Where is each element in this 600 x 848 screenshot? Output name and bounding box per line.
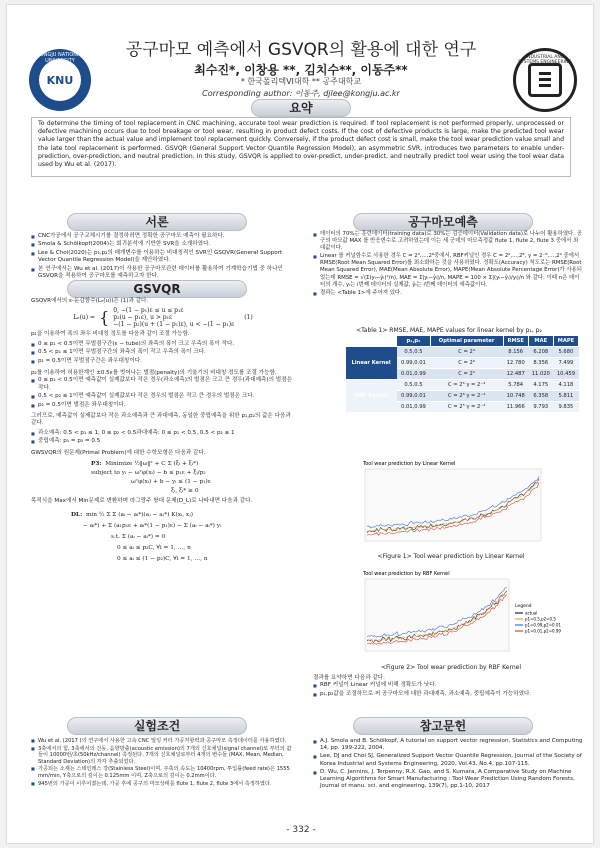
table-cell: 9.835: [553, 402, 578, 413]
table-cell: 9.793: [528, 402, 553, 413]
legend-label: p1=0.01,p2=0.99: [525, 628, 561, 634]
prediction-item: ■ 데이터의 70%는 훈련데이터(training data)로 30%는 검증데이터(Validation data)로 나누어 활용하였다. 공구의 마모값 MAX 를 반응변수로 고려하였는데 이는 세 군데의 마모측정값 flute 1, flute 2, flute 3 중에서 최대값이다.: [313, 231, 583, 252]
affiliation: * 한국폴리텍VI대학 ** 공주대학교: [240, 77, 362, 86]
table-cell: 12.780: [503, 358, 528, 369]
prediction-item: ■ 결과는 <Table 1>에 주어져 있다.: [313, 290, 583, 297]
table-cell: C = 2⁴: [430, 347, 503, 358]
poster-title: 공구마모 예측에서 GSVQR의 활용에 대한 연구: [125, 40, 477, 60]
corresponding-author: Corresponding author: 이동주, djlee@kongju.ac.kr: [202, 89, 400, 98]
reference-item: ■ A.J. Smola and B. Schölkopf, A tutorial on support vector regression, Statistics and Computing 14, pp. 199-222, 2004.: [313, 738, 583, 752]
table-cell: 0.5,0.5: [397, 380, 430, 391]
table-cell: C = 2⁶ γ = 2⁻⁴: [430, 380, 503, 391]
prediction-body: [313, 231, 583, 298]
references-body: [313, 738, 583, 791]
table-cell: 8.156: [503, 347, 528, 358]
gsvqr-paragraph: 그러므로, 예측값이 실제값보다 작은 과소예측과 큰 과대예측, 동일한 중립예측을 위한 p₁,p₂의 값은 다음과 같다.: [31, 413, 291, 427]
gsvqr-heading: GSVQR: [67, 280, 247, 298]
abstract-heading: 요약: [251, 99, 351, 117]
experiment-item: ■ 가공되는 소재는 스테인레스 강(Stainless Steel)이며, 주축의 속도는 10400rpm, 투입률(feed rate)은 1555 mm/min, Y축으로의 깊이는 0.125mm 이며, Z축으로의 깊이는 0.2mm이다.: [31, 766, 295, 779]
gsvqr-paragraph: GSQVR에서의 ε-둔감함수(Lₑ(u))은 (1)과 같다.: [31, 298, 149, 304]
experiment-body: [31, 738, 295, 788]
gsvqr-body: [31, 298, 295, 565]
summary-item: ■ RBF 커널이 Linear 커널에 비해 정확도가 낫다.: [313, 682, 583, 689]
authors: 최수진*, 이창용 **, 김치수**, 이동주**: [194, 63, 408, 77]
table-header-cell: Optimal parameter: [430, 336, 503, 347]
experiment-item: ■ Wu et al. (2017 )의 연구에서 사용한 고속 CNC 밀링 커터 가공저항력과 공구마모 측정데이터를 사용하였다.: [31, 738, 295, 745]
table-cell: 7.499: [553, 358, 578, 369]
table-header-cell: MAPE: [553, 336, 578, 347]
table-cell: 0.99,0.01: [397, 391, 430, 402]
table-cell: 0.5,0.5: [397, 347, 430, 358]
table-row: [346, 347, 579, 358]
fig2-title: Tool wear prediction by RBF Kernel: [363, 571, 450, 577]
abstract-text: To determine the timing of tool replacement in CNC machining, accurate tool wear prediction is required. If tool replacement is not performed properly, unprocessed or defective machining occurs due to tool breakage or tool wear, resulting in product defect costs. If the cost of defective products is large, make the predicted tool wear value larger than the actual value and implement tool replacement quickly. Conversely, if the product defect cost is small, make the tool wear prediction value small and the late tool replacement is performed. GSVQR (General Support Vector Quantile Regression Model), an asymmetric SVR, introduces two parameters to enable under-prediction, over-prediction, and neutral prediction. In this study, GSVQR is applied to over-predict, under-predict, and neutrally predict tool wear using the tool wear data used by Wu et al. (2017).: [31, 117, 571, 177]
references-heading: 참고문헌: [353, 717, 533, 735]
table-cell: 12.487: [503, 369, 528, 380]
intro-item: ■ CNC가공에서 공구교체시기를 결정하려면 정확한 공구마모 예측이 필요하다.: [31, 233, 295, 240]
logo-mark: KNU: [39, 59, 81, 101]
equation-1: [31, 307, 295, 328]
table-cell: 11.966: [503, 402, 528, 413]
eq1-lhs: Lₑ(u) =: [73, 314, 96, 322]
results-table: [345, 335, 579, 413]
page-number: - 332 -: [286, 825, 316, 835]
intro-item: ■ Lee & Choi(2020)는 p₁,p₂의 매개변수를 이용하는 비대칭적인 SVR인 GSQVR(General Support Vector Quantile Regression Model)을 제안하였다.: [31, 250, 295, 265]
gsvqr-paragraph: 목적식을 Max에서 Min문제로 변환하며 라그랑주 쌍대 문제(D_L)로 나타내면 다음과 같다.: [31, 498, 253, 505]
table-header-cell: [346, 336, 397, 347]
table-cell: 8.356: [528, 358, 553, 369]
reference-item: ■ Lee, DJ and Choi SJ, Generalized Support Vector Quantile Regression, Journal of the Society of Korea Industrial and Systems Engineering, 2020, Vol.43, No.4, pp.107-115.: [313, 753, 583, 767]
eq1-number: (1): [244, 314, 253, 322]
table-cell: 0.01,0.99: [397, 369, 430, 380]
case-item: ■ 중립예측: p₁ = p₂ = 0.5: [31, 438, 295, 445]
summary-body: [313, 675, 583, 699]
table-cell: 10.459: [553, 369, 578, 380]
figure-2-caption: <Figure 2> Tool wear prediction by RBF Kernel: [381, 664, 521, 671]
table-caption: <Table 1> RMSE, MAE, MAPE values for linear kernel by p₁, p₂: [356, 327, 542, 334]
legend-label: actual: [525, 610, 538, 616]
reference-item: ■ D. Wu, C. Jennins, J. Terpenny, R.X. Gao, and S. Kumara, A Comparative Study on Machine Learning Algorithms for Smart Manufacturing : Tool Wear Prediction Using Random Forests, Journal of manu. sci. and engineering, 139(7), pp.1-10, 2017: [313, 769, 583, 791]
legend-label: p1=0.5,p2=0.5: [525, 616, 556, 622]
p2-item: ■ p₂ = 0.5이면 벌점은 좌우대칭이다.: [31, 402, 295, 409]
intro-item: ■ Smola & Schölkopf(2004)는 회귀분석에 기반한 SVR을 소개하였다.: [31, 241, 295, 248]
eq1-cases: [113, 307, 234, 328]
table-cell: 5.784: [503, 380, 528, 391]
fig2-legend: [515, 603, 561, 634]
table-cell: 0.99,0.01: [397, 358, 430, 369]
table-cell: 6.358: [528, 391, 553, 402]
experiment-item: ■ 945번의 가공이 이루어졌는데, 가공 후에 공구의 마모상태를 flute 1, flute 2, flute 3에서 측정하였다.: [31, 781, 295, 788]
table-row: [346, 380, 579, 391]
kernel-cell: RBF Kernel: [346, 380, 397, 413]
prediction-heading: 공구마모예측: [353, 213, 533, 231]
primal-problem: [91, 460, 295, 496]
table-header-cell: RMSE: [503, 336, 528, 347]
intro-item: ■ 본 연구에서는 Wu et al. (2017)이 사용한 공구마모관련 데이터를 활용하여 기계학습기법 중 하나인 GSVQR을 적용하여 공구마모를 예측하고자 한다.: [31, 266, 295, 281]
p1-item: ■ 0 ≤ p₁ < 0.5이면 무벌점구간(ε − tube)의 좌측의 폭이 크고 우측의 폭이 작다.: [31, 341, 295, 348]
table-cell: 4.175: [528, 380, 553, 391]
gsvqr-paragraph: p₂를 이용하여 허용한계인 ±0.5ε를 벗어나는 벌점(penalty)의 기울기의 비대칭 정도를 조절 가능함.: [31, 370, 277, 377]
dual-objective-cont: − aᵢ*) + Σ (a₁p₁ε + aᵢ*(1 − p₁)ε) − Σ (aᵢ − aᵢ*) yᵢ: [83, 522, 222, 529]
eq1-brace: {: [99, 307, 110, 327]
table-header-row: [346, 336, 579, 347]
table-cell: 6.208: [528, 347, 553, 358]
figure-1-chart: [349, 457, 549, 549]
table-cell: C = 2⁵: [430, 369, 503, 380]
p1-item: ■ 0.5 < p₁ ≤ 1이면 무벌점구간의 좌측의 폭이 작고 우측의 폭이 크다.: [31, 349, 295, 356]
table-cell: C = 2⁶ γ = 2⁻⁴: [430, 391, 503, 402]
kernel-cell: Linear Kernel: [346, 347, 397, 380]
primal-constraint: subject to yᵢ − ωᵀφ(xᵢ) − b ≤ p₁ε + ξᵢ/p₂: [91, 470, 206, 477]
prediction-item: ■ Linear 를 커널함수로 사용한 경우 C = 2⁰,...,2⁸중에서, RBF커널인 경우 C = 2⁰,...,2⁸, γ = 2⁻⁸,...,2⁰ 중에서 RMSE(Root Mean Squared Error)를 최소화하는 것을 사용하였다. 정확도(Accuracy) 척도로는 RMSE(Root Mean Squared Error), MAE(Mean Absolute Error), MAPE(Mean Absolute Percentage Error)가 사용되었는데 RMSE = √(Σ(yᵢ−ŷᵢ)²/n), MAE = Σ|yᵢ−ŷᵢ|/n, MAPE = 100 × Σ|(yᵢ−ŷᵢ)/yᵢ|/n 와 같다. 이때 n은 데이터의 개수, yᵢ는 i번째 데이터의 실제값, ŷᵢ는 i번째 데이터의 예측값이다.: [313, 253, 583, 288]
logo-ring-text: KONGJU NATIONAL UNIVERSITY: [36, 52, 84, 64]
summary-intro: 결과를 요약하면 다음과 같다.: [313, 675, 385, 681]
table-cell: 10.748: [503, 391, 528, 402]
figure-1-caption: <Figure 1> Tool wear prediction by Linear Kernel: [377, 553, 525, 560]
p1-item: ■ p₁ = 0.5이면 무벌점구간은 좌우대칭이다.: [31, 358, 295, 365]
dual-constraint: 0 ≤ aᵢ ≤ (1 − p₂)C, ∀i = 1, …, n: [117, 555, 208, 562]
fig1-title: Tool wear prediction by Linear Kernel: [363, 461, 456, 467]
primal-constraint: ξᵢ, ξᵢ* ≥ 0: [171, 488, 199, 495]
gsvqr-paragraph: p₁을 이용하여 폭의 좌우 비대칭 정도를 다음과 같이 조절 가능함.: [31, 331, 190, 338]
legend-label: p1=0.99,p2=0.01: [525, 622, 561, 628]
society-ring-text: INDUSTRIAL AND SYSTEMS ENGINEERING: [518, 55, 572, 65]
gsvqr-paragraph: GWSVQR의 원문제(Primal Problem)에 대한 수학모형은 다음과 같다.: [31, 449, 206, 456]
eq1-line: p₂(u − p₁ε), u > p₁ε: [113, 314, 173, 322]
figure-2-chart: [349, 567, 575, 659]
dual-label: DL:: [71, 511, 83, 518]
table-header-cell: p₁,p₂: [397, 336, 430, 347]
table-cell: 5.680: [553, 347, 578, 358]
summary-item: ■ p₁,p₂값을 조절하므로 써 공구마모에 대한 과대예측, 과소예측, 중립예측이 가능하였다.: [313, 691, 583, 698]
intro-heading: 서론: [67, 213, 247, 231]
table-header-cell: MAE: [528, 336, 553, 347]
primal-objective: Minimize ½‖ω‖² + C Σ (ξᵢ + ξᵢ*): [105, 461, 199, 468]
experiment-heading: 실험조건: [67, 717, 247, 735]
primal-constraint: ωᵀφ(xᵢ) + b − yᵢ ≤ (1 − p₁)ε: [131, 479, 211, 486]
table-cell: 5.811: [553, 391, 578, 402]
dual-constraint: 0 ≤ aᵢ ≤ p₂C, ∀i = 1, …, n: [117, 544, 191, 551]
table-cell: 11.020: [528, 369, 553, 380]
table-cell: C = 2⁵ γ = 2⁻⁴: [430, 402, 503, 413]
table-cell: 0.01,0.99: [397, 402, 430, 413]
table-cell: C = 2⁶: [430, 358, 503, 369]
primal-label: P3:: [91, 461, 102, 468]
intro-body: [31, 233, 295, 281]
experiment-item: ■ 3축에서의 힘, 3축에서의 진동, 음향방출(acoustic emission)의 7개의 신호채널(signal channel)로 부터의 값들이 10000번/초(50kHz/channel) 측정된다. 7개의 신호채널로부터 4개의 변수들 (MAX, Mean, Median, Standard Deviation)의 각각 추출되었다.: [31, 746, 295, 766]
p2-item: ■ 0.5 < p₂ ≤ 1이면 예측값이 실제값보다 작은 경우의 벌점은 작고 큰 경우의 벌점은 크다.: [31, 393, 295, 400]
table-cell: 4.118: [553, 380, 578, 391]
dual-constraint: s.t. Σ (aᵢ − aᵢ*) = 0: [111, 533, 166, 540]
eq1-line: −(1 − p₂)(u + (1 − p₁)ε), u < −(1 − p₁)ε: [113, 321, 235, 329]
case-item: ■ 과소예측: 0.5 < p₁ ≤ 1, 0 ≤ p₂ < 0.5과대예측: 0 ≤ p₁ < 0.5, 0.5 < p₂ ≤ 1: [31, 430, 295, 437]
p2-item: ■ 0 ≤ p₂ < 0.5이면 예측값이 실제값보다 작은 경우(과소예측)의 벌점은 크고 큰 경우(과대예측)의 벌점은 작다.: [31, 377, 295, 392]
dual-objective: min ½ Σ Σ (aᵢ − aᵢ*)(aⱼ − aⱼ*) K(xᵢ, xⱼ): [85, 511, 193, 518]
dual-problem: [71, 510, 295, 565]
legend-title: Legend: [515, 604, 532, 609]
eq1-line: 0, −(1 − p₁)ε ≤ u ≤ p₁ε: [113, 307, 184, 315]
poster-page: [6, 4, 594, 844]
